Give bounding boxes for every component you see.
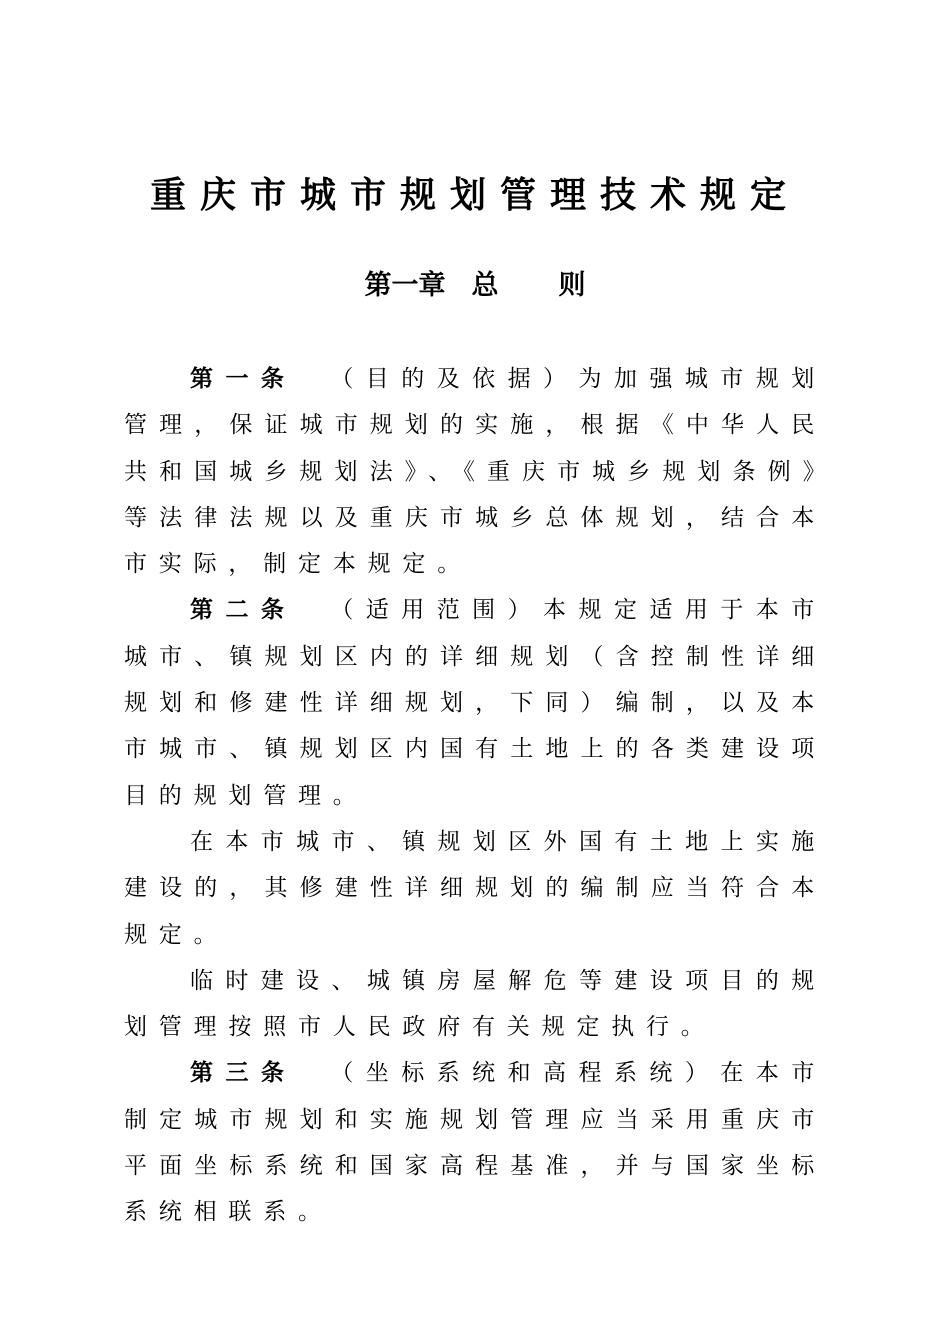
article-1: [124, 356, 826, 587]
article-2: [124, 587, 826, 818]
article-text: （适用范围）本规定适用于本市城市、镇规划区内的详细规划（含控制性详细规划和修建性详细规划，下同）编制，以及本市城市、镇规划区内国有土地上的各类建设项目的规划管理。: [124, 597, 827, 809]
article-text: （坐标系统和高程系统）在本市制定城市规划和实施规划管理应当采用重庆市平面坐标系统和国家高程基准，并与国家坐标系统相联系。: [124, 1060, 827, 1226]
article-number: 第一条: [190, 366, 297, 392]
chapter-name-part1: 总: [471, 270, 499, 301]
article-number: 第二条: [190, 597, 297, 624]
paragraph: 临时建设、城镇房屋解危等建设项目的规划管理按照市人民政府有关规定执行。: [124, 967, 826, 1041]
paragraph: 在本市城市、镇规划区外国有土地上实施建设的，其修建性详细规划的编制应当符合本规定。: [124, 828, 826, 948]
chapter-number: 第一章: [364, 270, 446, 301]
chapter-name-part2: 则: [558, 270, 586, 301]
document-title: 重庆市城市规划管理技术规定: [149, 175, 800, 216]
article-3: [124, 1050, 826, 1235]
document-body: [124, 356, 826, 1236]
chapter-heading: [0, 266, 950, 306]
article-text: （目的及依据）为加强城市规划管理，保证城市规划的实施，根据《中华人民共和国城乡规划法》、《重庆市城乡规划条例》等法律法规以及重庆市城乡总体规划，结合本市实际，制定本规定。: [124, 366, 827, 578]
article-number: 第三条: [190, 1060, 297, 1087]
